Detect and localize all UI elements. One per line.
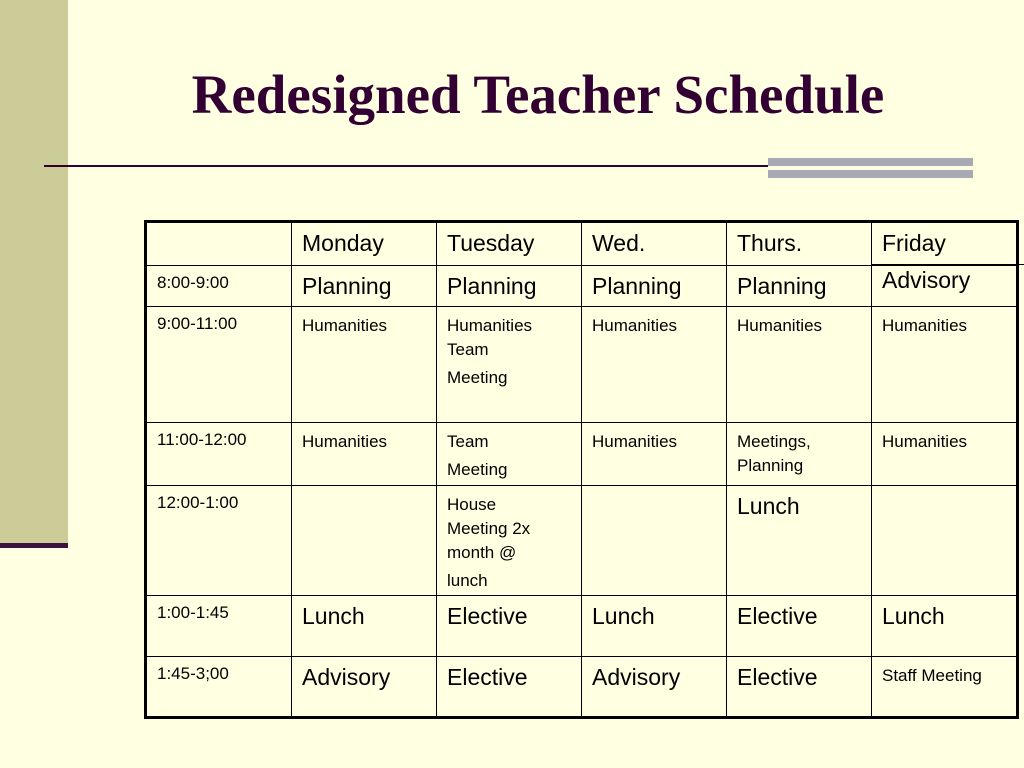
title-accent-bar — [768, 158, 973, 166]
cell-line: lunch — [447, 571, 488, 590]
schedule-cell: Humanities — [292, 307, 437, 423]
schedule-cell: Staff Meeting — [872, 657, 1018, 718]
table-row — [146, 657, 1018, 718]
time-cell: 12:00-1:00 — [146, 486, 292, 596]
schedule-cell — [872, 486, 1018, 596]
time-cell: 11:00-12:00 — [146, 423, 292, 486]
schedule-cell: Elective — [727, 657, 872, 718]
friday-divider-line — [872, 264, 1024, 265]
header-cell-tuesday: Tuesday — [437, 222, 582, 266]
table-row — [146, 486, 1018, 596]
schedule-cell: Humanities — [727, 307, 872, 423]
schedule-cell — [437, 486, 582, 596]
time-cell: 9:00-11:00 — [146, 307, 292, 423]
header-cell-corner — [146, 222, 292, 266]
title-underline — [44, 165, 768, 167]
schedule-cell: Advisory — [582, 657, 727, 718]
table-row — [146, 596, 1018, 657]
cell-line: Humanities — [447, 316, 533, 335]
schedule-cell: Elective — [437, 657, 582, 718]
time-cell: 1:00-1:45 — [146, 596, 292, 657]
header-friday-label: Friday — [882, 230, 946, 256]
cell-line: Meetings, — [737, 432, 811, 451]
schedule-cell: Humanities — [582, 423, 727, 486]
schedule-cell: Planning — [727, 266, 872, 307]
schedule-cell: Planning — [437, 266, 582, 307]
schedule-cell — [437, 307, 582, 423]
title-accent-bar — [768, 170, 973, 178]
schedule-cell — [292, 486, 437, 596]
header-cell-thursday: Thurs. — [727, 222, 872, 266]
schedule-cell: Advisory — [872, 266, 1018, 307]
side-decor-rule — [0, 543, 68, 548]
schedule-table — [144, 220, 1019, 719]
cell-line: Team — [447, 340, 489, 359]
schedule-cell: Humanities — [872, 307, 1018, 423]
slide-title: Redesigned Teacher Schedule — [191, 64, 885, 125]
schedule-cell — [582, 486, 727, 596]
schedule-cell: Advisory — [292, 657, 437, 718]
header-cell-friday — [872, 222, 1018, 266]
schedule-cell: Humanities — [292, 423, 437, 486]
cell-line: Meeting — [447, 460, 508, 479]
cell-line: Team — [447, 432, 489, 451]
schedule-cell: Humanities — [872, 423, 1018, 486]
table-row — [146, 266, 1018, 307]
table-row — [146, 307, 1018, 423]
schedule-cell — [727, 423, 872, 486]
schedule-cell: Planning — [292, 266, 437, 307]
header-cell-wednesday: Wed. — [582, 222, 727, 266]
schedule-cell: Lunch — [292, 596, 437, 657]
schedule-cell: Lunch — [872, 596, 1018, 657]
cell-line: Meeting — [447, 368, 508, 387]
cell-line: Meeting 2x — [447, 519, 531, 538]
header-cell-monday: Monday — [292, 222, 437, 266]
time-cell: 1:45-3;00 — [146, 657, 292, 718]
cell-line: House — [447, 495, 497, 514]
schedule-cell — [437, 423, 582, 486]
schedule-cell: Planning — [582, 266, 727, 307]
cell-line: Planning — [737, 456, 804, 475]
schedule-cell: Elective — [727, 596, 872, 657]
time-cell: 8:00-9:00 — [146, 266, 292, 307]
schedule-cell: Elective — [437, 596, 582, 657]
schedule-cell: Humanities — [582, 307, 727, 423]
cell-line: month @ — [447, 543, 517, 562]
schedule-cell: Lunch — [727, 486, 872, 596]
schedule-cell: Lunch — [582, 596, 727, 657]
table-header-row — [146, 222, 1018, 266]
table-row — [146, 423, 1018, 486]
